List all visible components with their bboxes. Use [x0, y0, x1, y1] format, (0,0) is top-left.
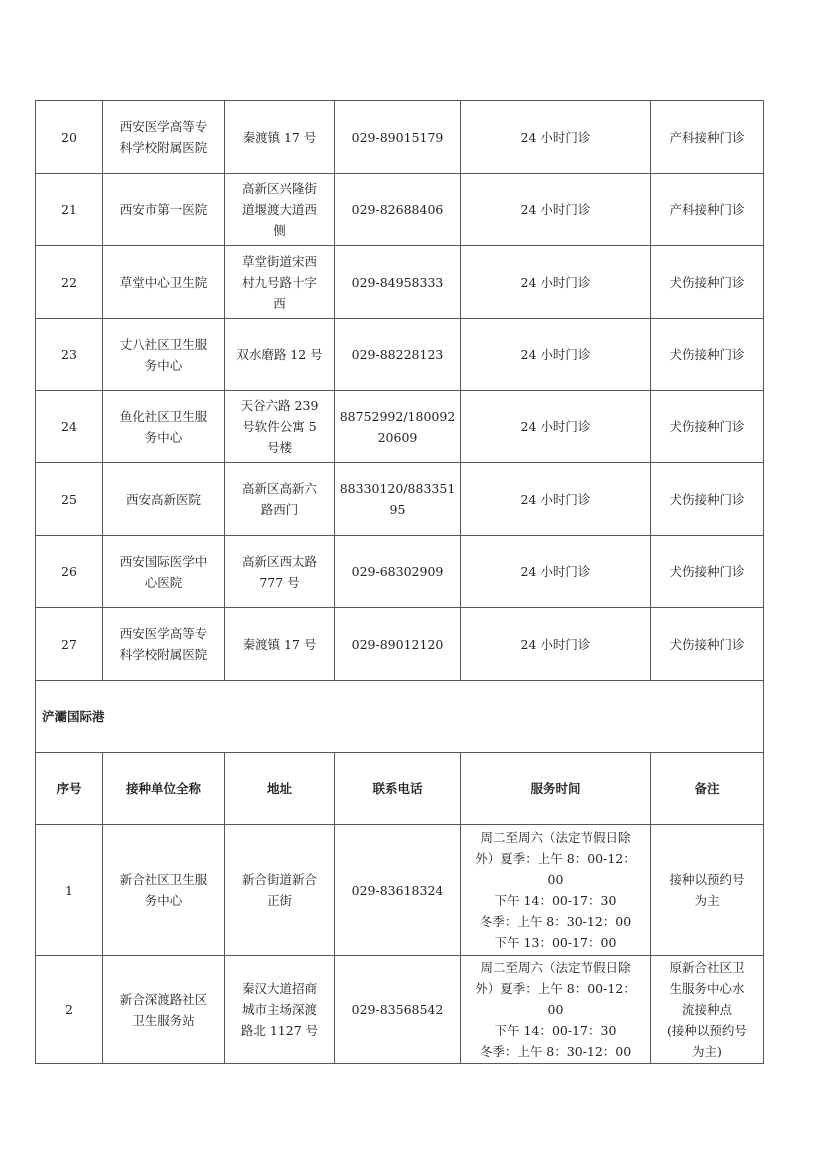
index-cell: 21 [36, 174, 103, 246]
unit-name-cell: 西安市第一医院 [103, 174, 225, 246]
address-cell: 草堂街道宋西 村九号路十字 西 [225, 246, 335, 319]
remark-cell: 犬伤接种门诊 [651, 246, 764, 319]
remark-cell: 原新合社区卫 生服务中心水 流接种点 (接种以预约号 为主) [651, 956, 764, 1064]
index-cell: 24 [36, 391, 103, 463]
remark-cell: 犬伤接种门诊 [651, 463, 764, 536]
address-cell: 地址 [225, 753, 335, 825]
table-row [36, 101, 764, 174]
index-cell: 2 [36, 956, 103, 1064]
remark-cell: 产科接种门诊 [651, 174, 764, 246]
phone-cell: 029-83618324 [335, 825, 461, 956]
remark-cell: 犬伤接种门诊 [651, 391, 764, 463]
table-row [36, 608, 764, 681]
index-cell: 1 [36, 825, 103, 956]
service-hours-cell: 服务时间 [461, 753, 651, 825]
service-hours-cell: 周二至周六（法定节假日除 外）夏季：上午 8：00-12： 00 下午 14：00-17：30 冬季：上午 8：30-12：00 [461, 956, 651, 1064]
address-cell: 秦汉大道招商 城市主场深渡 路北 1127 号 [225, 956, 335, 1064]
unit-name-cell: 新合社区卫生服 务中心 [103, 825, 225, 956]
remark-cell: 接种以预约号 为主 [651, 825, 764, 956]
table-row [36, 536, 764, 608]
service-hours-cell: 24 小时门诊 [461, 536, 651, 608]
remark-cell: 犬伤接种门诊 [651, 536, 764, 608]
table-row [36, 825, 764, 956]
service-hours-cell: 24 小时门诊 [461, 319, 651, 391]
service-hours-cell: 24 小时门诊 [461, 246, 651, 319]
unit-name-cell: 接种单位全称 [103, 753, 225, 825]
remark-cell: 犬伤接种门诊 [651, 319, 764, 391]
table-row [36, 246, 764, 319]
table-row [36, 174, 764, 246]
address-cell: 双水磨路 12 号 [225, 319, 335, 391]
service-hours-cell: 24 小时门诊 [461, 101, 651, 174]
service-hours-cell: 24 小时门诊 [461, 391, 651, 463]
unit-name-cell: 草堂中心卫生院 [103, 246, 225, 319]
unit-name-cell: 西安医学高等专 科学校附属医院 [103, 101, 225, 174]
section-title: 浐灞国际港 [36, 681, 764, 753]
address-cell: 秦渡镇 17 号 [225, 101, 335, 174]
service-hours-cell: 24 小时门诊 [461, 608, 651, 681]
table-row [36, 956, 764, 1064]
phone-cell: 029-68302909 [335, 536, 461, 608]
index-cell: 20 [36, 101, 103, 174]
phone-cell: 029-89012120 [335, 608, 461, 681]
index-cell: 26 [36, 536, 103, 608]
header-row [36, 753, 764, 825]
index-cell: 22 [36, 246, 103, 319]
remark-cell: 犬伤接种门诊 [651, 608, 764, 681]
phone-cell: 88330120/883351 95 [335, 463, 461, 536]
phone-cell: 029-89015179 [335, 101, 461, 174]
vaccination-sites-table [35, 100, 764, 1064]
index-cell: 序号 [36, 753, 103, 825]
unit-name-cell: 西安医学高等专 科学校附属医院 [103, 608, 225, 681]
table-row [36, 463, 764, 536]
unit-name-cell: 丈八社区卫生服 务中心 [103, 319, 225, 391]
phone-cell: 88752992/180092 20609 [335, 391, 461, 463]
unit-name-cell: 鱼化社区卫生服 务中心 [103, 391, 225, 463]
service-hours-cell: 24 小时门诊 [461, 174, 651, 246]
address-cell: 高新区兴隆街 道堰渡大道西 侧 [225, 174, 335, 246]
remark-cell: 备注 [651, 753, 764, 825]
service-hours-cell: 周二至周六（法定节假日除 外）夏季：上午 8：00-12： 00 下午 14：00-17：30 冬季：上午 8：30-12：00 下午 13：00-17：00 [461, 825, 651, 956]
table-row [36, 319, 764, 391]
remark-cell: 产科接种门诊 [651, 101, 764, 174]
index-cell: 25 [36, 463, 103, 536]
address-cell: 天谷六路 239 号软件公寓 5 号楼 [225, 391, 335, 463]
address-cell: 秦渡镇 17 号 [225, 608, 335, 681]
address-cell: 新合街道新合 正街 [225, 825, 335, 956]
address-cell: 高新区西太路 777 号 [225, 536, 335, 608]
section-row [36, 681, 764, 753]
phone-cell: 029-82688406 [335, 174, 461, 246]
table-row [36, 391, 764, 463]
phone-cell: 029-83568542 [335, 956, 461, 1064]
phone-cell: 029-84958333 [335, 246, 461, 319]
index-cell: 27 [36, 608, 103, 681]
unit-name-cell: 新合深渡路社区 卫生服务站 [103, 956, 225, 1064]
index-cell: 23 [36, 319, 103, 391]
phone-cell: 联系电话 [335, 753, 461, 825]
phone-cell: 029-88228123 [335, 319, 461, 391]
address-cell: 高新区高新六 路西门 [225, 463, 335, 536]
unit-name-cell: 西安国际医学中 心医院 [103, 536, 225, 608]
unit-name-cell: 西安高新医院 [103, 463, 225, 536]
service-hours-cell: 24 小时门诊 [461, 463, 651, 536]
